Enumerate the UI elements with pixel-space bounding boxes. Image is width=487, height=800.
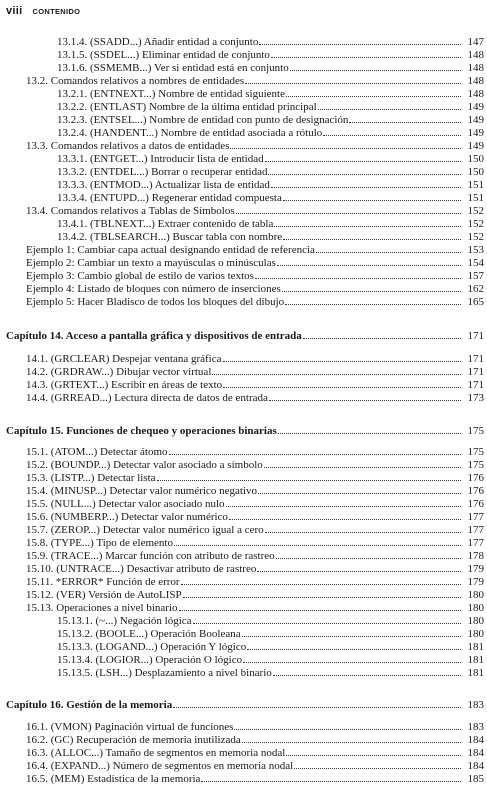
dot-leader (174, 536, 461, 546)
toc-entry-page: 153 (467, 244, 484, 256)
toc-entry (26, 471, 484, 484)
toc-entry-page: 178 (467, 550, 484, 562)
dot-leader (223, 378, 461, 388)
toc-entry-page: 184 (467, 760, 484, 772)
dot-leader (229, 510, 461, 520)
dot-leader (245, 74, 461, 84)
dot-leader (303, 329, 461, 339)
toc-entry-page: 149 (467, 127, 484, 139)
toc-entry (26, 720, 484, 733)
toc-entry (26, 575, 484, 588)
dot-leader (282, 282, 461, 292)
toc-entry-title: 13.3.2. (ENTDEL...) Borrar o recuperar entidad (57, 166, 268, 178)
toc-entry-page: 148 (467, 75, 484, 87)
dot-leader (212, 365, 461, 375)
toc-entry-page: 171 (467, 379, 484, 391)
toc-entry-page: 152 (467, 218, 484, 230)
toc-entry (57, 178, 484, 191)
toc-entry-page: 149 (467, 140, 484, 152)
toc-entry (57, 113, 484, 126)
toc-entry-title: 13.1.6. (SSMEMB...) Ver si entidad está en conjunto (57, 62, 289, 74)
toc-entry-title: 16.3. (ALLOC...) Tamaño de segmentos en memoria nodal (26, 747, 286, 759)
toc-entry-page: 179 (467, 563, 484, 575)
toc-entry-page: 180 (467, 602, 484, 614)
dot-leader (259, 35, 461, 45)
toc-entry-page: 184 (467, 747, 484, 759)
toc-entry (26, 295, 484, 308)
toc-entry-title: 16.1. (VMON) Paginación virtual de funciones (26, 721, 234, 733)
dot-leader (230, 139, 461, 149)
dot-leader (285, 295, 461, 305)
toc-entry-title: Ejemplo 2: Cambiar un texto a mayúsculas o minúsculas (26, 257, 276, 269)
dot-leader (316, 243, 461, 253)
toc-entry-page: 165 (467, 296, 484, 308)
toc-entry (57, 653, 484, 666)
toc-entry-title: 13.2.1. (ENTNEXT...) Nombre de entidad siguiente (57, 88, 285, 100)
toc-entry-page: 183 (467, 699, 484, 711)
toc-entry-title: 14.4. (GRREAD...) Lectura directa de datos de entrada (26, 392, 268, 404)
toc-entry-page: 181 (467, 641, 484, 653)
dot-leader (265, 152, 461, 162)
toc-entry-page: 181 (467, 654, 484, 666)
toc-entry-page: 180 (467, 589, 484, 601)
toc-entry-title: 13.4.2. (TBLSEARCH...) Buscar tabla con nombre (57, 231, 283, 243)
page-number: viii (6, 5, 23, 17)
toc-entry-title: 15.9. (TRACE...) Marcar función con atributo de rastreo (26, 550, 275, 562)
toc-entry (26, 746, 484, 759)
toc-chapter-entry (6, 329, 484, 342)
toc-entry (26, 733, 484, 746)
toc-entry (26, 352, 484, 365)
dot-leader (193, 614, 461, 624)
toc-entry-title: Ejemplo 5: Hacer Bladisco de todos los bloques del dibujo (26, 296, 285, 308)
toc-entry-page: 176 (467, 485, 484, 497)
toc-entry (26, 536, 484, 549)
dot-leader (226, 497, 461, 507)
toc-entry (57, 165, 484, 178)
toc-entry-title: Ejemplo 4: Listado de bloques con número de inserciones (26, 283, 281, 295)
toc-entry-title: 13.1.4. (SSADD...) Añadir entidad a conjunto (57, 36, 259, 48)
toc-entry (57, 61, 484, 74)
toc-entry (26, 549, 484, 562)
dot-leader (273, 666, 461, 676)
dot-leader (271, 48, 461, 58)
dot-leader (173, 698, 461, 708)
toc-entry-title: 13.3.3. (ENTMOD...) Actualizar lista de entidad (57, 179, 270, 191)
toc-entry-title: 13.3.4. (ENTUPD...) Regenerar entidad compuesta (57, 192, 282, 204)
toc-entry-page: 177 (467, 511, 484, 523)
toc-entry-page: 177 (467, 524, 484, 536)
toc-entry (57, 627, 484, 640)
toc-entry-page: 152 (467, 231, 484, 243)
toc-chapter-entry (6, 698, 484, 711)
toc-entry-page: 171 (467, 366, 484, 378)
toc-entry-title: 16.4. (EXPAND...) Número de segmentos en memoria nodal (26, 760, 294, 772)
dot-leader (323, 126, 461, 136)
toc-entry (26, 759, 484, 772)
toc-entry-page: 184 (467, 734, 484, 746)
dot-leader (236, 204, 461, 214)
toc-entry-title: 15.7. (ZEROP...) Detectar valor numérico igual a cero (26, 524, 264, 536)
toc-entry-page: 148 (467, 88, 484, 100)
toc-entry (26, 601, 484, 614)
toc-entry-title: 16.5. (MEM) Estadística de la memoria (26, 773, 201, 785)
toc-entry (57, 126, 484, 139)
toc-entry-page: 179 (467, 576, 484, 588)
dot-leader (243, 653, 461, 663)
dot-leader (169, 445, 461, 455)
dot-leader (247, 640, 461, 650)
dot-leader (283, 230, 461, 240)
toc-entry (26, 256, 484, 269)
dot-leader (234, 720, 461, 730)
toc-entry (26, 282, 484, 295)
toc-entry (26, 269, 484, 282)
toc-entry-title: Capítulo 15. Funciones de chequeo y operaciones binarias (6, 425, 277, 437)
toc-entry (57, 35, 484, 48)
toc-entry (57, 640, 484, 653)
toc-entry-title: 14.2. (GRDRAW...) Dibujar vector virtual (26, 366, 212, 378)
dot-leader (318, 100, 461, 110)
toc-entry (26, 445, 484, 458)
dot-leader (201, 772, 461, 782)
dot-leader (278, 424, 461, 434)
toc-entry-page: 150 (467, 153, 484, 165)
dot-leader (271, 178, 461, 188)
toc-entry (26, 74, 484, 87)
dot-leader (277, 256, 461, 266)
toc-entry-title: Ejemplo 3: Cambio global de estilo de varios textos (26, 270, 254, 282)
toc-entry (26, 378, 484, 391)
toc-entry-title: 15.13.1. (~...) Negación lógica (57, 615, 192, 627)
toc-entry (57, 230, 484, 243)
toc-entry-page: 176 (467, 472, 484, 484)
toc-entry (26, 139, 484, 152)
toc-entry-title: 14.3. (GRTEXT...) Escribir en áreas de texto (26, 379, 223, 391)
toc-entry-title: 15.3. (LISTP...) Detectar lista (26, 472, 156, 484)
dot-leader (290, 61, 461, 71)
toc-entry-page: 147 (467, 36, 484, 48)
dot-leader (264, 458, 461, 468)
dot-leader (257, 562, 461, 572)
toc-entry-page: 173 (467, 392, 484, 404)
toc-entry-title: 13.2. Comandos relativos a nombres de entidades (26, 75, 245, 87)
toc-entry-page: 175 (467, 425, 484, 437)
dot-leader (181, 575, 461, 585)
dot-leader (183, 588, 461, 598)
dot-leader (258, 484, 461, 494)
toc-entry-title: 13.2.3. (ENTSEL...) Nombre de entidad con punto de designación (57, 114, 349, 126)
toc-entry-page: 150 (467, 166, 484, 178)
toc-entry-title: 14.1. (GRCLEAR) Despejar ventana gráfica (26, 353, 222, 365)
toc-entry (57, 87, 484, 100)
toc-entry-title: 15.12. (VER) Versión de AutoLISP (26, 589, 182, 601)
toc-entry-page: 181 (467, 667, 484, 679)
toc-entry-title: Capítulo 14. Acceso a pantalla gráfica y dispositivos de entrada (6, 330, 302, 342)
toc-entry-title: 13.3. Comandos relativos a datos de entidades (26, 140, 230, 152)
toc-entry (57, 666, 484, 679)
dot-leader (276, 549, 461, 559)
toc-entry-title: 15.13.3. (LOGAND...) Operación Y lógico (57, 641, 247, 653)
dot-leader (268, 165, 461, 175)
toc-entry (26, 510, 484, 523)
dot-leader (286, 746, 461, 756)
page-header (6, 4, 80, 18)
dot-leader (349, 113, 461, 123)
toc-entry-page: 151 (467, 192, 484, 204)
dot-leader (242, 733, 461, 743)
toc-entry-title: 13.1.5. (SSDEL...) Eliminar entidad de conjunto (57, 49, 270, 61)
toc-entry-page: 175 (467, 459, 484, 471)
toc-entry-page: 183 (467, 721, 484, 733)
toc-entry (57, 614, 484, 627)
toc-entry-title: 15.1. (ATOM...) Detectar átomo (26, 446, 168, 458)
toc-entry-title: 15.4. (MINUSP...) Detectar valor numérico negativo (26, 485, 257, 497)
toc-entry-title: 15.5. (NULL...) Detectar valor asociado nulo (26, 498, 225, 510)
toc-entry-page: 185 (467, 773, 484, 785)
toc-entry-page: 148 (467, 62, 484, 74)
toc-entry (26, 391, 484, 404)
toc-entry-title: 15.13.5. (LSH...) Desplazamiento a nivel binario (57, 667, 272, 679)
dot-leader (242, 627, 461, 637)
toc-entry (26, 523, 484, 536)
dot-leader (179, 601, 461, 611)
toc-entry-title: Ejemplo 1: Cambiar capa actual designando entidad de referencia (26, 244, 315, 256)
toc-entry-page: 171 (467, 330, 484, 342)
toc-entry (26, 772, 484, 785)
toc-entry-title: 15.2. (BOUNDP...) Detectar valor asociado a símbolo (26, 459, 263, 471)
dot-leader (274, 217, 461, 227)
toc-entry (26, 588, 484, 601)
toc-chapter-entry (6, 424, 484, 437)
toc-entry (57, 152, 484, 165)
toc-entry (26, 204, 484, 217)
toc-entry (57, 217, 484, 230)
toc-entry-page: 154 (467, 257, 484, 269)
toc-entry-page: 177 (467, 537, 484, 549)
toc-entry-title: 13.4. Comandos relativos a Tablas de Símbolos (26, 205, 235, 217)
toc-entry (57, 48, 484, 61)
toc-entry-title: 15.13. Operaciones a nivel binario (26, 602, 178, 614)
toc-entry (26, 458, 484, 471)
toc-entry-page: 148 (467, 49, 484, 61)
toc-entry-title: 15.13.2. (BOOLE...) Operación Booleana (57, 628, 241, 640)
toc-entry (26, 243, 484, 256)
toc-entry (26, 497, 484, 510)
dot-leader (255, 269, 461, 279)
toc-entry-title: 15.10. (UNTRACE...) Desactivar atributo de rastreo (26, 563, 257, 575)
toc-entry (57, 191, 484, 204)
toc-entry-page: 180 (467, 615, 484, 627)
running-title: CONTENIDO (32, 7, 81, 16)
toc-entry (26, 484, 484, 497)
toc-entry-page: 176 (467, 498, 484, 510)
dot-leader (157, 471, 461, 481)
toc-entry-page: 157 (467, 270, 484, 282)
dot-leader (283, 191, 461, 201)
toc-entry-title: 15.13.4. (LOGIOR...) Operación O lógico (57, 654, 243, 666)
toc-entry-title: 13.2.2. (ENTLAST) Nombre de la última entidad principal (57, 101, 317, 113)
toc-entry-page: 149 (467, 101, 484, 113)
dot-leader (223, 352, 462, 362)
toc-entry-title: 15.11. *ERROR* Función de error (26, 576, 180, 588)
toc-entry-title: 16.2. (GC) Recuperación de memoria inutilizada (26, 734, 241, 746)
toc-entry-title: Capítulo 16. Gestión de la memoria (6, 699, 173, 711)
dot-leader (265, 523, 461, 533)
toc-entry-title: 13.2.4. (HANDENT...) Nombre de entidad asociada a rótulo (57, 127, 323, 139)
toc-entry-page: 175 (467, 446, 484, 458)
toc-entry-title: 15.8. (TYPE...) Tipo de elemento (26, 537, 173, 549)
toc-entry-title: 13.4.1. (TBLNEXT...) Extraer contenido de tabla (57, 218, 274, 230)
toc-entry (26, 365, 484, 378)
toc-entry-title: 15.6. (NUMBERP...) Detectar valor numérico (26, 511, 228, 523)
dot-leader (294, 759, 461, 769)
dot-leader (286, 87, 461, 97)
toc-entry (57, 100, 484, 113)
toc-entry-title: 13.3.1. (ENTGET...) Introducir lista de entidad (57, 153, 264, 165)
toc-entry-page: 180 (467, 628, 484, 640)
toc-entry-page: 152 (467, 205, 484, 217)
toc-entry (26, 562, 484, 575)
toc-entry-page: 171 (467, 353, 484, 365)
toc-entry-page: 162 (467, 283, 484, 295)
toc-entry-page: 149 (467, 114, 484, 126)
toc-entry-page: 151 (467, 179, 484, 191)
dot-leader (269, 391, 461, 401)
